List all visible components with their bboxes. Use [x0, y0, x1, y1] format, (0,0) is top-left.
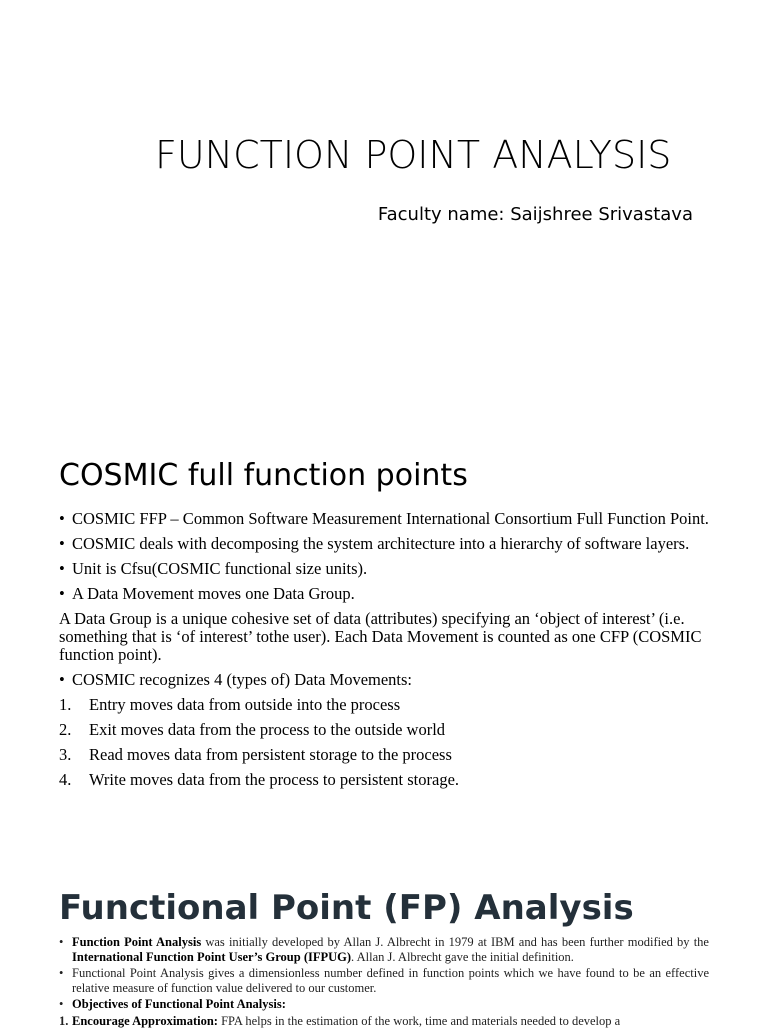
faculty-name: Faculty name: Saijshree Srivastava — [378, 204, 693, 225]
fp-analysis-slide — [0, 880, 768, 1024]
slide-body — [59, 935, 709, 1028]
item-text: Exit moves data from the process to the outside world — [89, 720, 445, 739]
bullet-item: • A Data Movement moves one Data Group. — [59, 585, 709, 603]
bullet-item: • COSMIC deals with decomposing the system architecture into a hierarchy of software layers. — [59, 535, 709, 553]
bold-term: International Function Point User’s Group (IFPUG) — [72, 950, 351, 964]
bullet-item: • COSMIC recognizes 4 (types of) Data Movements: — [59, 671, 709, 689]
bullet-item — [59, 935, 709, 964]
item-number: 1. — [59, 696, 71, 714]
item-number: 1. — [59, 1014, 68, 1028]
bold-term: Encourage Approximation: — [72, 1014, 218, 1028]
bold-heading: Objectives of Functional Point Analysis: — [72, 997, 286, 1011]
item-text: Write moves data from the process to persistent storage. — [89, 770, 459, 789]
slide-body — [59, 510, 709, 796]
bold-term: Function Point Analysis — [72, 935, 201, 949]
bullet-item: • Functional Point Analysis gives a dimensionless number defined in function points which we have found to be an effective relative measure of function value delivered to our customer. — [59, 966, 709, 995]
item-text: Read moves data from persistent storage to the process — [89, 745, 452, 764]
cosmic-slide — [0, 440, 768, 860]
title-slide — [0, 0, 768, 430]
numbered-item — [59, 771, 709, 789]
bullet-item: • COSMIC FFP – Common Software Measurement International Consortium Full Function Point. — [59, 510, 709, 528]
item-text: FPA helps in the estimation of the work, time and materials needed to develop a — [218, 1014, 620, 1028]
slide-title: Functional Point (FP) Analysis — [59, 888, 634, 928]
numbered-item — [59, 696, 709, 714]
slide-title: COSMIC full function points — [59, 458, 468, 493]
numbered-item — [59, 1014, 709, 1028]
numbered-item — [59, 721, 709, 739]
item-text: Entry moves data from outside into the process — [89, 695, 400, 714]
item-number: 3. — [59, 746, 71, 764]
bullet-text: . Allan J. Albrecht gave the initial definition. — [351, 950, 574, 964]
item-number: 2. — [59, 721, 71, 739]
bullet-text: was initially developed by Allan J. Albrecht in 1979 at IBM and has been further modified by the — [201, 935, 709, 949]
item-number: 4. — [59, 771, 71, 789]
data-group-paragraph: A Data Group is a unique cohesive set of data (attributes) specifying an ‘object of interest’ (i.e. something that is ‘of interest’ tothe user). Each Data Movement is counted as one CFP (COSMIC function point). — [59, 610, 709, 664]
bullet-item — [59, 997, 709, 1012]
presentation-title: FUNCTION POINT ANALYSIS — [155, 133, 671, 177]
bullet-item: • Unit is Cfsu(COSMIC functional size units). — [59, 560, 709, 578]
numbered-item — [59, 746, 709, 764]
